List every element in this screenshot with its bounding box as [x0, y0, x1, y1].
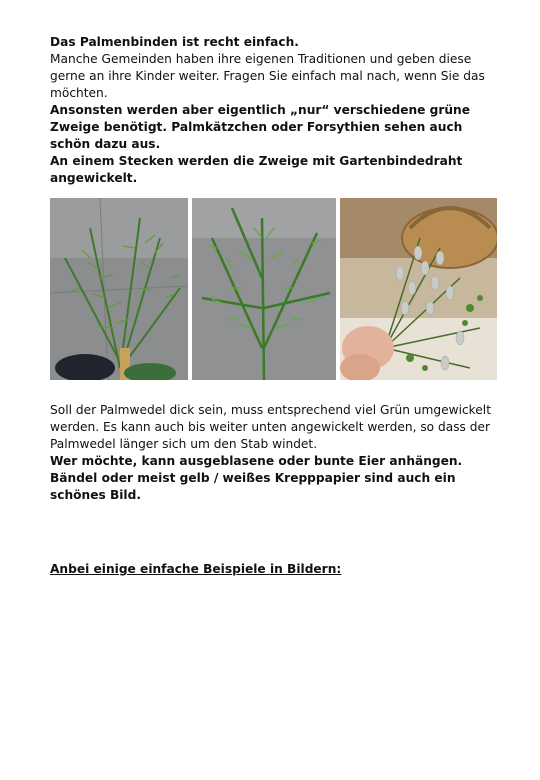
examples-section [50, 561, 500, 578]
intro-section [50, 34, 500, 187]
pussy-willow-bundle-photo [340, 198, 497, 380]
photo-strip [50, 198, 497, 380]
thickness-text: Soll der Palmwedel dick sein, muss entsprechend viel Grün umgewickelt werden. Es kann auch bis weiter unten angewickelt werden, so dass der Palmwedel länger sich um den Stab windet. [50, 403, 491, 451]
intro-headline: Das Palmenbinden ist recht einfach. [50, 35, 299, 49]
fir-branches-on-stick-photo [50, 198, 188, 380]
intro-branches-text: Ansonsten werden aber eigentlich „nur“ verschiedene grüne Zweige benötigt. Palmkätzchen oder Forsythien sehen auch schön dazu aus. [50, 103, 470, 151]
examples-heading: Anbei einige einfache Beispiele in Bildern: [50, 562, 342, 576]
fir-sprigs-closeup-photo [192, 198, 336, 380]
eggs-ribbons-text: Wer möchte, kann ausgeblasene oder bunte Eier anhängen. Bändel oder meist gelb / weißes Krepppapier sind auch ein schönes Bild. [50, 454, 463, 502]
intro-tradition-text: Manche Gemeinden haben ihre eigenen Traditionen und geben diese gerne an ihre Kinder weiter. Fragen Sie einfach mal nach, wenn Sie das möchten. [50, 52, 485, 100]
details-section [50, 402, 500, 504]
intro-wire-text: An einem Stecken werden die Zweige mit Gartenbindedraht angewickelt. [50, 154, 463, 185]
